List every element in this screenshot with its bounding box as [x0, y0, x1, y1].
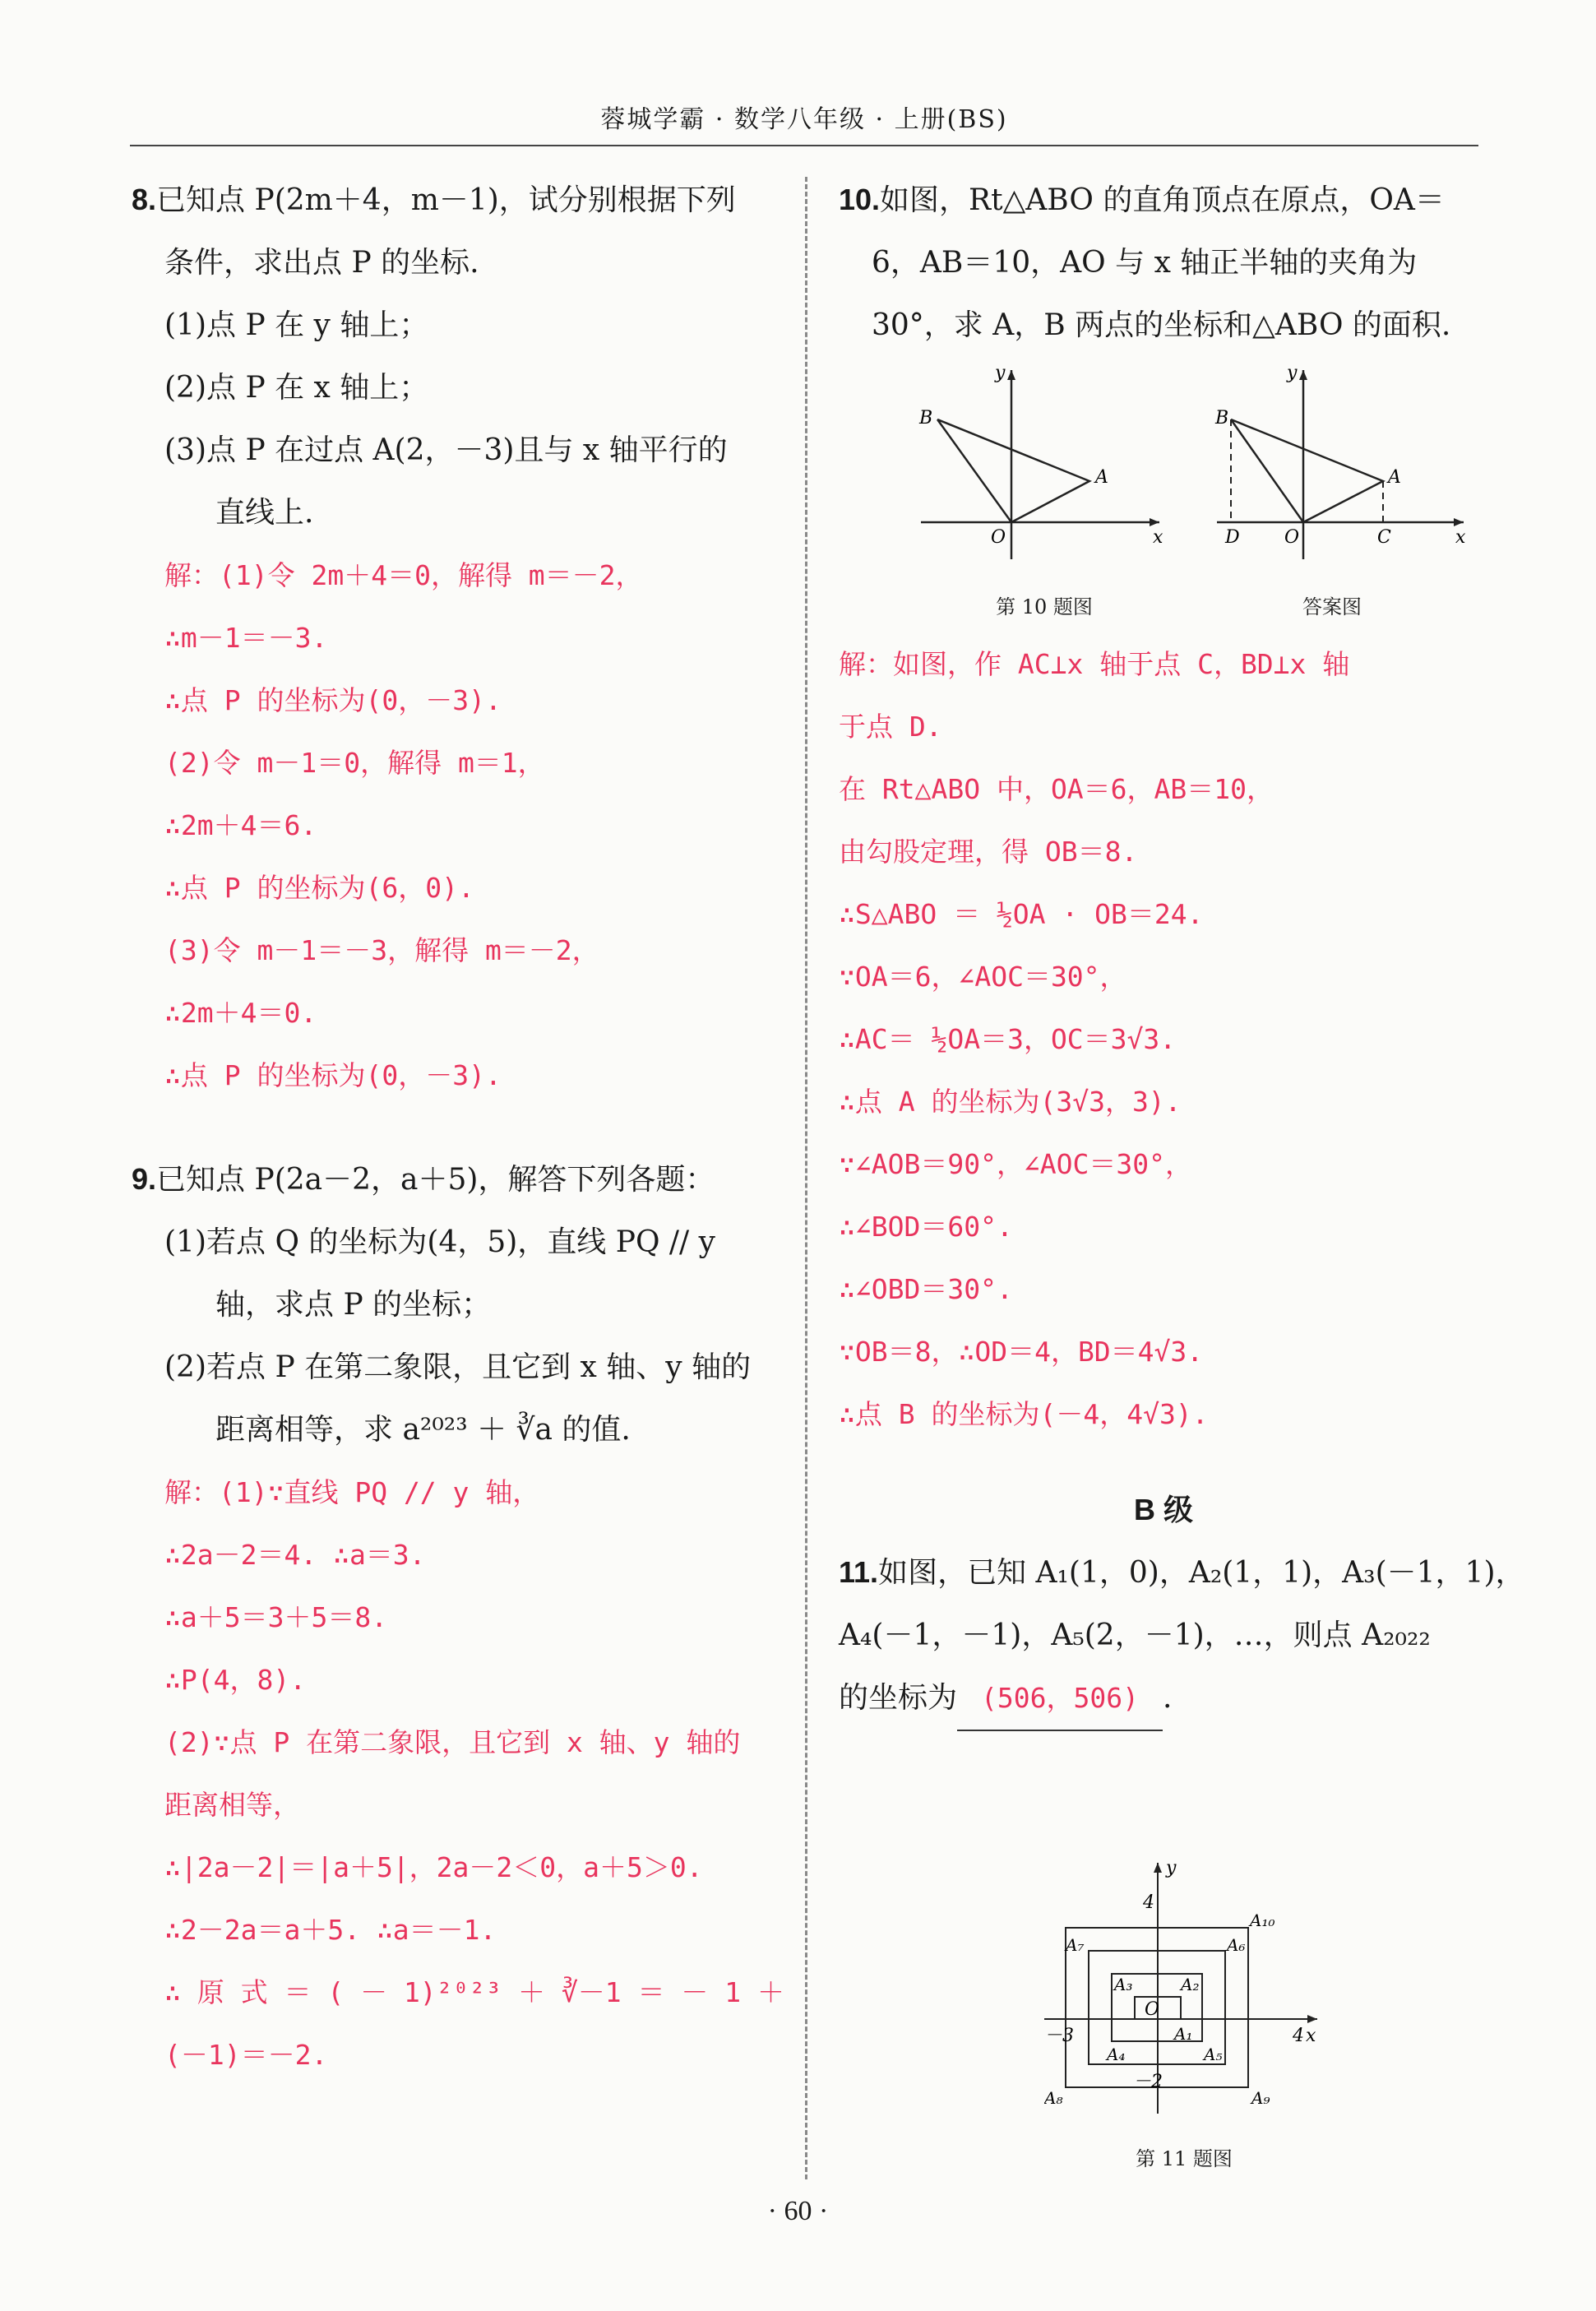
figure-10-caption: 第 10 题图	[996, 595, 1093, 618]
point-a9-label: A₉	[1251, 2088, 1270, 2108]
question-text: 轴，求点 P 的坐标；	[215, 1288, 492, 1322]
question-8	[132, 169, 781, 1107]
answer-line: ∴ 原 式 ＝ ( － 1)²⁰²³ ＋ ∛－1 ＝ － 1 ＋	[164, 1976, 784, 2008]
answer-line: (2)∵点 P 在第二象限，且它到 x 轴、y 轴的	[164, 1726, 741, 1758]
answer-figure	[1209, 358, 1480, 580]
x-axis-label: x	[1306, 2026, 1316, 2046]
question-text: 已知点 P(2m＋4，m－1)，试分别根据下列	[156, 183, 736, 217]
answer-line: ∴AC＝ ½OA＝3，OC＝3√3.	[839, 1023, 1177, 1055]
point-a3-label: A₃	[1114, 1975, 1133, 1994]
y-axis-label: y	[1287, 363, 1298, 383]
answer-line: ∴S△ABO ＝ ½OA · OB＝24.	[839, 898, 1204, 930]
point-a1-label: A₁	[1174, 2024, 1193, 2044]
answer-blank: (506，506)	[957, 1667, 1163, 1731]
answer-line: 解：(1)令 2m＋4＝0，解得 m＝－2，	[164, 559, 643, 591]
point-a6-label: A₆	[1227, 1935, 1246, 1955]
origin-label: O	[991, 527, 1006, 548]
answer-figure-caption: 答案图	[1302, 595, 1362, 618]
answer-line: ∵OB＝8，∴OD＝4，BD＝4√3.	[839, 1336, 1204, 1368]
answer-line: ∴|2a－2|＝|a＋5|，2a－2＜0，a＋5＞0.	[164, 1851, 703, 1883]
answer-10	[839, 633, 1488, 1446]
answer-line: (2)令 m－1＝0，解得 m＝1，	[164, 747, 545, 779]
question-text: 距离相等，求 a²⁰²³ ＋ ∛a 的值.	[215, 1413, 631, 1447]
answer-line: (3)令 m－1＝－3，解得 m＝－2，	[164, 934, 599, 966]
right-column-answers	[839, 633, 1525, 1731]
header-rule	[130, 145, 1478, 146]
y-tick-4: 4	[1143, 1892, 1154, 1913]
y-axis-label: y	[1166, 1859, 1177, 1878]
x-tick-4: 4	[1293, 2026, 1304, 2046]
left-column	[132, 169, 784, 2086]
answer-line: ∴∠OBD＝30°.	[839, 1273, 1013, 1305]
answer-line: 在 Rt△ABO 中，OA＝6，AB＝10，	[839, 773, 1274, 805]
answer-line: ∴2m＋4＝0.	[164, 997, 317, 1029]
answer-line: 解：(1)∵直线 PQ // y 轴，	[164, 1476, 540, 1508]
question-text: 已知点 P(2a－2，a＋5)，解答下列各题：	[156, 1163, 715, 1197]
point-b-label: B	[919, 408, 933, 428]
question-text: 的坐标为	[839, 1681, 958, 1715]
y-axis-label: y	[995, 363, 1006, 383]
figure-11	[1044, 1859, 1324, 2118]
question-number: 9.	[132, 1162, 157, 1196]
question-text: 条件，求出点 P 的坐标.	[164, 246, 479, 280]
answer-line: ∵∠AOB＝90°，∠AOC＝30°，	[839, 1148, 1193, 1180]
answer-line: 由勾股定理，得 OB＝8.	[839, 836, 1138, 868]
answer-line: ∴P(4，8).	[164, 1664, 307, 1696]
answer-line: ∴点 P 的坐标为(6，0).	[164, 872, 474, 904]
question-tail: .	[1163, 1681, 1173, 1715]
question-text: 直线上.	[215, 496, 314, 530]
question-text: (1)点 P 在 y 轴上；	[164, 308, 429, 342]
origin-label: O	[1284, 527, 1300, 548]
origin-label: O	[1145, 1999, 1160, 2020]
answer-line: ∵OA＝6，∠AOC＝30°，	[839, 961, 1127, 993]
question-11	[839, 1541, 1525, 1731]
answer-line: ∴2－2a＝a＋5. ∴a＝－1.	[164, 1914, 497, 1946]
point-b-label: B	[1215, 408, 1229, 428]
answer-line: ∴2a－2＝4. ∴a＝3.	[164, 1539, 426, 1571]
question-10	[839, 169, 1488, 357]
point-a2-label: A₂	[1181, 1975, 1200, 1994]
answer-line: ∴∠BOD＝60°.	[839, 1211, 1013, 1243]
point-a5-label: A₅	[1204, 2045, 1223, 2064]
section-heading: B 级	[1133, 1493, 1193, 1526]
question-text: (2)点 P 在 x 轴上；	[164, 371, 429, 405]
answer-line: 解：如图，作 AC⊥x 轴于点 C，BD⊥x 轴	[839, 648, 1350, 680]
point-d-label: D	[1225, 527, 1240, 548]
page-header: 蓉城学霸 · 数学八年级 · 上册(BS)	[600, 105, 1008, 134]
point-a-label: A	[1095, 467, 1108, 488]
answer-line: 于点 D.	[839, 711, 942, 743]
question-text: 6，AB＝10，AO 与 x 轴正半轴的夹角为	[872, 246, 1418, 280]
point-a8-label: A₈	[1044, 2088, 1063, 2108]
question-text: 30°，求 A，B 两点的坐标和△ABO 的面积.	[872, 308, 1451, 342]
answer-line: ∴点 P 的坐标为(0，－3).	[164, 1059, 502, 1091]
answer-line: ∴a＋5＝3＋5＝8.	[164, 1601, 388, 1633]
point-c-label: C	[1377, 527, 1391, 548]
question-text: (3)点 P 在过点 A(2，－3)且与 x 轴平行的	[164, 433, 728, 467]
answer-9	[132, 1461, 784, 2086]
answer-line: ∴m－1＝－3.	[164, 622, 328, 654]
point-a7-label: A₇	[1066, 1935, 1085, 1955]
answer-line: ∴2m＋4＝6.	[164, 809, 317, 841]
question-9	[132, 1148, 784, 2086]
answer-8	[132, 544, 781, 1107]
question-text: (2)若点 P 在第二象限，且它到 x 轴、y 轴的	[164, 1350, 752, 1384]
answer-line: 距离相等，	[164, 1789, 300, 1821]
figure-10	[913, 358, 1176, 580]
right-column	[839, 169, 1488, 357]
question-number: 10.	[839, 183, 881, 216]
question-number: 8.	[132, 183, 157, 216]
question-text: 如图，Rt△ABO 的直角顶点在原点，OA＝	[880, 183, 1445, 217]
y-tick-neg2: －2	[1133, 2072, 1163, 2092]
point-a4-label: A₄	[1107, 2045, 1126, 2064]
column-divider	[805, 177, 807, 2179]
question-number: 11.	[839, 1555, 879, 1589]
answer-line: (－1)＝－2.	[164, 2039, 328, 2071]
figure-11-caption: 第 11 题图	[1136, 2147, 1233, 2170]
question-text: A₄(－1，－1)，A₅(2，－1)，…，则点 A₂₀₂₂	[839, 1619, 1431, 1652]
x-tick-neg3: －3	[1044, 2026, 1074, 2046]
question-text: (1)若点 Q 的坐标为(4，5)，直线 PQ // y	[164, 1225, 715, 1259]
point-a-label: A	[1388, 467, 1401, 488]
answer-line: ∴点 A 的坐标为(3√3，3).	[839, 1086, 1182, 1118]
page-number: · 60 ·	[767, 2196, 829, 2226]
question-text: 如图，已知 A₁(1，0)，A₂(1，1)，A₃(－1，1)，	[878, 1556, 1525, 1590]
answer-line: ∴点 P 的坐标为(0，－3).	[164, 684, 502, 716]
x-axis-label: x	[1153, 527, 1163, 548]
x-axis-label: x	[1455, 527, 1466, 548]
answer-line: ∴点 B 的坐标为(－4，4√3).	[839, 1398, 1209, 1430]
point-a10-label: A₁₀	[1250, 1910, 1275, 1930]
